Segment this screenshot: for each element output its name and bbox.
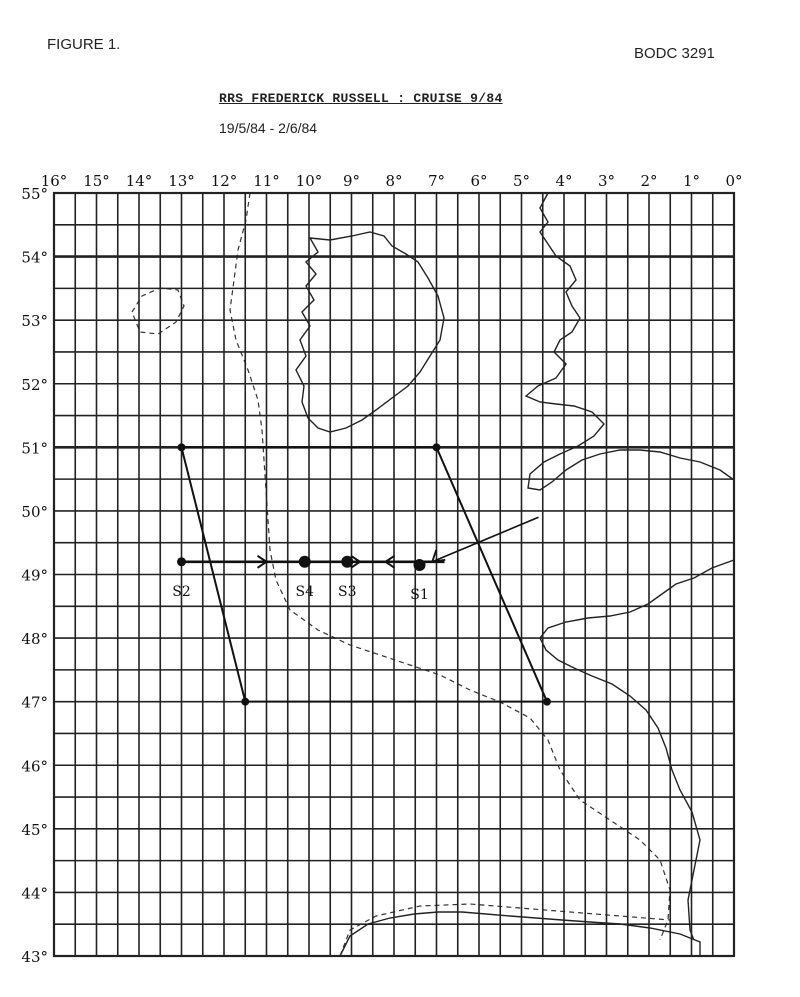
lon-tick-label: 5° [512, 172, 531, 190]
lat-tick-label: 45° [21, 820, 48, 839]
lon-tick-label: 12° [210, 172, 238, 190]
lon-tick-label: 15° [83, 172, 110, 190]
lat-tick-label: 53° [21, 312, 48, 331]
lon-tick-label: 14° [125, 172, 153, 190]
lon-tick-label: 3° [597, 172, 616, 190]
station-point-s2 [177, 557, 186, 566]
station-point-s3 [341, 556, 353, 568]
cruise-dates: 19/5/84 - 2/6/84 [219, 120, 318, 136]
lat-tick-label: 52° [21, 375, 48, 394]
station-label-s1: S1 [410, 586, 429, 603]
lat-tick-label: 46° [21, 757, 48, 776]
lat-tick-label: 48° [21, 630, 48, 649]
lon-tick-label: 9° [342, 172, 361, 190]
lon-tick-label: 6° [470, 172, 488, 190]
lat-tick-label: 49° [21, 566, 48, 585]
cruise-title: RRS FREDERICK RUSSELL : CRUISE 9/84 [219, 91, 503, 106]
lat-tick-label: 50° [21, 502, 48, 521]
lat-tick-label: 51° [21, 439, 48, 458]
station-label-s3: S3 [338, 583, 357, 600]
reference-code: BODC 3291 [634, 45, 715, 62]
station-label-s2: S2 [172, 583, 191, 600]
lon-tick-label: 7° [427, 172, 446, 190]
box-corner-point [433, 443, 441, 451]
station-point-s1 [414, 559, 426, 571]
figure-label: FIGURE 1. [47, 36, 121, 53]
lon-tick-label: 13° [168, 172, 195, 190]
station-point-s4 [299, 556, 311, 568]
lon-tick-label: 1° [682, 172, 701, 190]
latitude-labels [21, 185, 48, 966]
lon-tick-label: 16° [40, 172, 68, 190]
lon-tick-label: 0° [725, 172, 743, 190]
lon-tick-label: 8° [385, 172, 403, 190]
lon-tick-label: 2° [640, 172, 658, 190]
station-label-s4: S4 [295, 583, 314, 600]
lat-tick-label: 47° [21, 693, 48, 712]
lat-tick-label: 54° [21, 248, 48, 267]
box-corner-point [543, 698, 551, 706]
lon-tick-label: 4° [555, 172, 573, 190]
lat-tick-label: 55° [21, 185, 48, 203]
lon-tick-label: 10° [295, 172, 323, 190]
lon-tick-label: 11° [253, 172, 280, 190]
box-corner-point [241, 698, 249, 706]
lat-tick-label: 44° [21, 884, 48, 903]
longitude-labels [41, 172, 743, 190]
box-corner-point [178, 443, 186, 451]
lat-tick-label: 43° [21, 948, 48, 966]
